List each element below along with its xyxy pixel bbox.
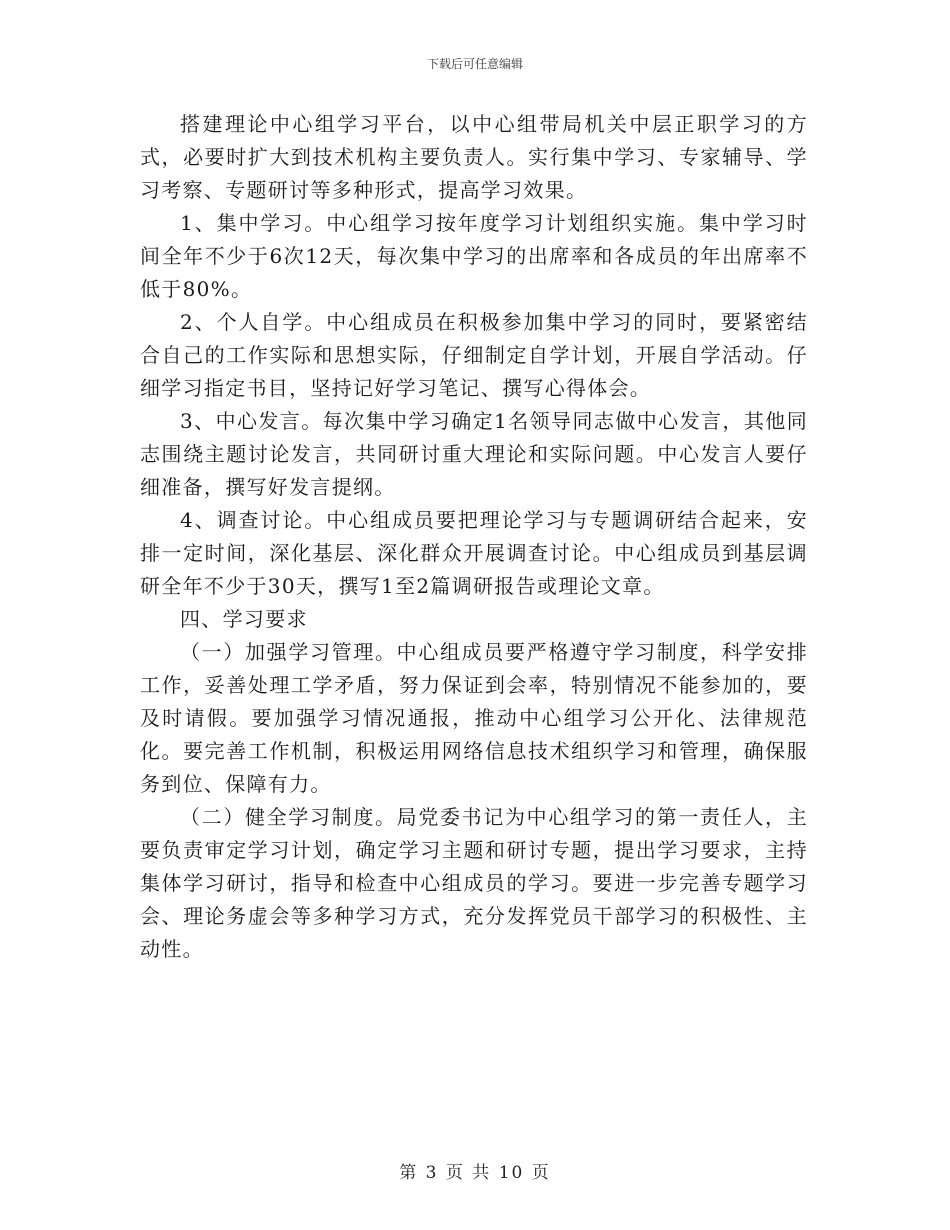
page-number-footer: 第 3 页 共 10 页 [399, 1163, 551, 1183]
paragraph-central-speech: 3、中心发言。每次集中学习确定1名领导同志做中心发言，其他同志围绕主题讨论发言，共同研讨重大理论和实际问题。中心发言人要仔细准备，撰写好发言提纲。 [140, 409, 808, 499]
paragraph-strengthen-management: （一）加强学习管理。中心组成员要严格遵守学习制度，科学安排工作，妥善处理工学矛盾，努力保证到会率，特别情况不能参加的，要及时请假。要加强学习情况通报，推动中心组学习公开化、法律规范化。要完善工作机制，积极运用网络信息技术组织学习和管理，确保服务到位、保障有力。 [140, 640, 808, 796]
paragraph-investigation: 4、调查讨论。中心组成员要把理论学习与专题调研结合起来，安排一定时间，深化基层、深化群众开展调查讨论。中心组成员到基层调研全年不少于30天，撰写1至2篇调研报告或理论文章。 [140, 508, 808, 598]
paragraph-intro: 搭建理论中心组学习平台，以中心组带局机关中层正职学习的方式，必要时扩大到技术机构主要负责人。实行集中学习、专家辅导、学习考察、专题研讨等多种形式，提高学习效果。 [140, 112, 808, 202]
paragraph-centralized-study: 1、集中学习。中心组学习按年度学习计划组织实施。集中学习时间全年不少于6次12天，每次集中学习的出席率和各成员的年出席率不低于80%。 [140, 211, 808, 301]
page-header-note: 下载后可任意编辑 [426, 57, 523, 71]
paragraph-improve-system: （二）健全学习制度。局党委书记为中心组学习的第一责任人，主要负责审定学习计划，确定学习主题和研讨专题，提出学习要求，主持集体学习研讨，指导和检查中心组成员的学习。要进一步完善专题学习会、理论务虚会等多种学习方式，充分发挥党员干部学习的积极性、主动性。 [140, 805, 808, 961]
section-heading-study-requirements: 四、学习要求 [180, 607, 308, 631]
document-body [140, 108, 808, 966]
paragraph-self-study: 2、个人自学。中心组成员在积极参加集中学习的同时，要紧密结合自己的工作实际和思想实际，仔细制定自学计划，开展自学活动。仔细学习指定书目，坚持记好学习笔记、撰写心得体会。 [140, 310, 808, 400]
